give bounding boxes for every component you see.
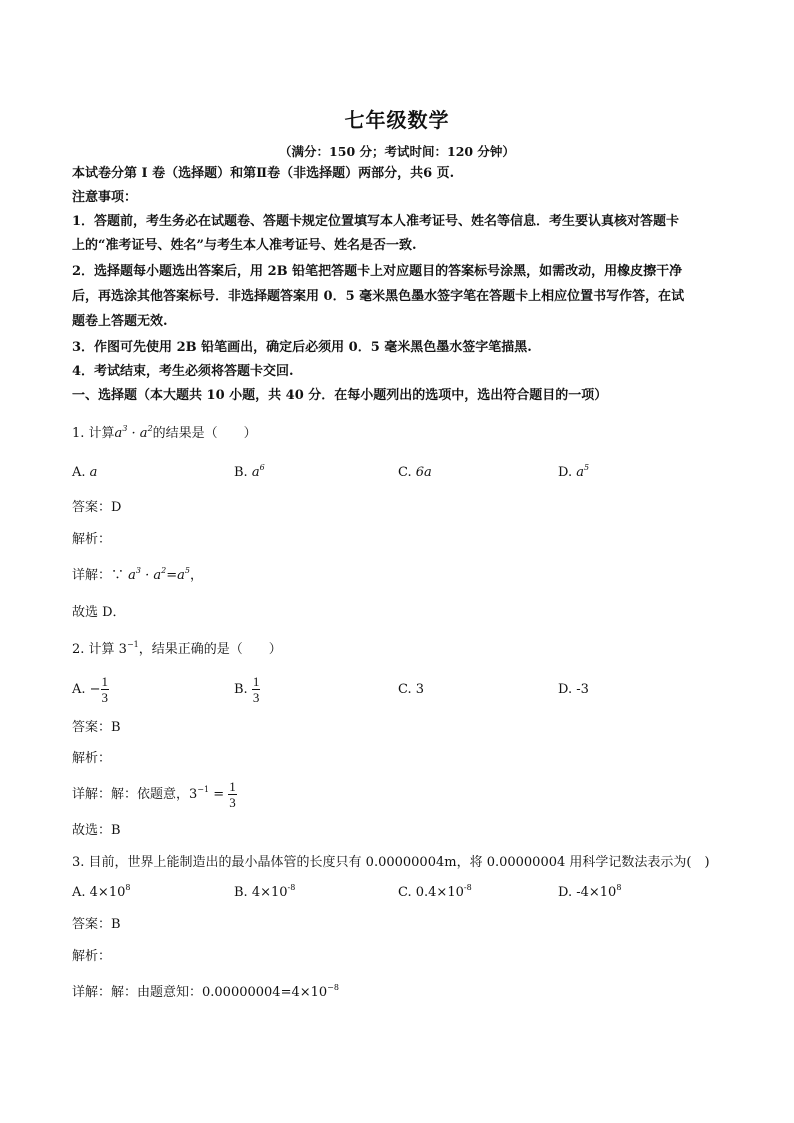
q1-suffix: 的结果是（ ） xyxy=(152,426,257,441)
q1-option-b: B. $a^6$ xyxy=(234,463,265,480)
q2-detail: 详解：解：依题意，$3^{-1}$ = $\frac{1}{3}$ xyxy=(72,779,236,810)
q3-option-c: C. $0.4\times 10^{-8}$ xyxy=(398,883,472,900)
q2-analysis: 解析： xyxy=(72,751,112,766)
q3-answer: 答案：B xyxy=(72,917,121,932)
q3-option-a: A. $4\times 10^8$ xyxy=(72,883,131,900)
notice-3: 3．作图可先使用 2B 铅笔画出，确定后必须用 0．5 毫米黑色墨水签字笔描黑. xyxy=(72,340,532,355)
q2-option-d: D. -3 xyxy=(558,682,589,697)
notice-1a: 1．答题前，考生务必在试题卷、答题卡规定位置填写本人准考证号、姓名等信息．考生要认真核对答题卡 xyxy=(72,214,680,229)
q3-option-d: D. $-4\times 10^8$ xyxy=(558,883,622,900)
q1-conclusion: 故选 D． xyxy=(72,605,126,620)
q1-option-a: A. a xyxy=(72,465,98,480)
q3-analysis: 解析： xyxy=(72,949,112,964)
q1-analysis: 解析： xyxy=(72,532,112,547)
notice-1b: 上的“准考证号、姓名”与考生本人准考证号、姓名是否一致. xyxy=(72,238,417,253)
question-1 xyxy=(72,426,257,442)
q2-answer: 答案：B xyxy=(72,720,121,735)
q3-detail: 详解：解：由题意知：$0.00000004=4\times 10^{-8}$ xyxy=(72,983,339,1000)
q2-option-a: A. − $\frac{1}{3}$ xyxy=(72,674,109,705)
q1-detail: 详解：∵ $a^3 \cdot a^2=a^5$， xyxy=(72,566,204,583)
exam-info-subtitle: （满分：150 分；考试时间：120 分钟） xyxy=(279,144,515,159)
section-1-heading: 一、选择题（本大题共 10 小题，共 40 分．在每小题列出的选项中，选出符合题目的一项） xyxy=(72,388,608,403)
q1-option-d: D. $a^5$ xyxy=(558,463,590,480)
q1-answer: 答案：D xyxy=(72,500,122,515)
intro-line: 本试卷分第 I 卷（选择题）和第Ⅱ卷（非选择题）两部分，共6 页. xyxy=(72,166,455,181)
notice-title: 注意事项： xyxy=(72,190,138,205)
q2-conclusion: 故选：B xyxy=(72,823,121,838)
page-title: 七年级数学 xyxy=(344,108,450,132)
q1-expression: $a^3 \cdot a^2$ xyxy=(114,424,153,441)
q3-option-b: B. $4\times 10^{-8}$ xyxy=(234,883,296,900)
question-3: 3. 目前，世界上能制造出的最小晶体管的长度只有 0.00000004m，将 0.00000004 用科学记数法表示为( ) xyxy=(72,855,710,870)
q2-option-c: C. 3 xyxy=(398,682,425,697)
notice-2c: 题卷上答题无效. xyxy=(72,314,168,329)
notice-2a: 2．选择题每小题选出答案后，用 2B 铅笔把答题卡上对应题目的答案标号涂黑，如需改动，用橡皮擦干净 xyxy=(72,264,683,279)
q1-prefix: 1. 计算 xyxy=(72,426,115,441)
notice-2b: 后，再选涂其他答案标号．非选择题答案用 0．5 毫米黑色墨水签字笔在答题卡上相应位置书写作答，在试 xyxy=(72,289,685,304)
question-2: 2. 计算 $3^{-1}$，结果正确的是（ ） xyxy=(72,640,282,657)
q2-option-b: B. $\frac{1}{3}$ xyxy=(234,674,260,705)
q1-option-c: C. 6a xyxy=(398,465,432,480)
notice-4: 4．考试结束，考生必须将答题卡交回. xyxy=(72,364,294,379)
